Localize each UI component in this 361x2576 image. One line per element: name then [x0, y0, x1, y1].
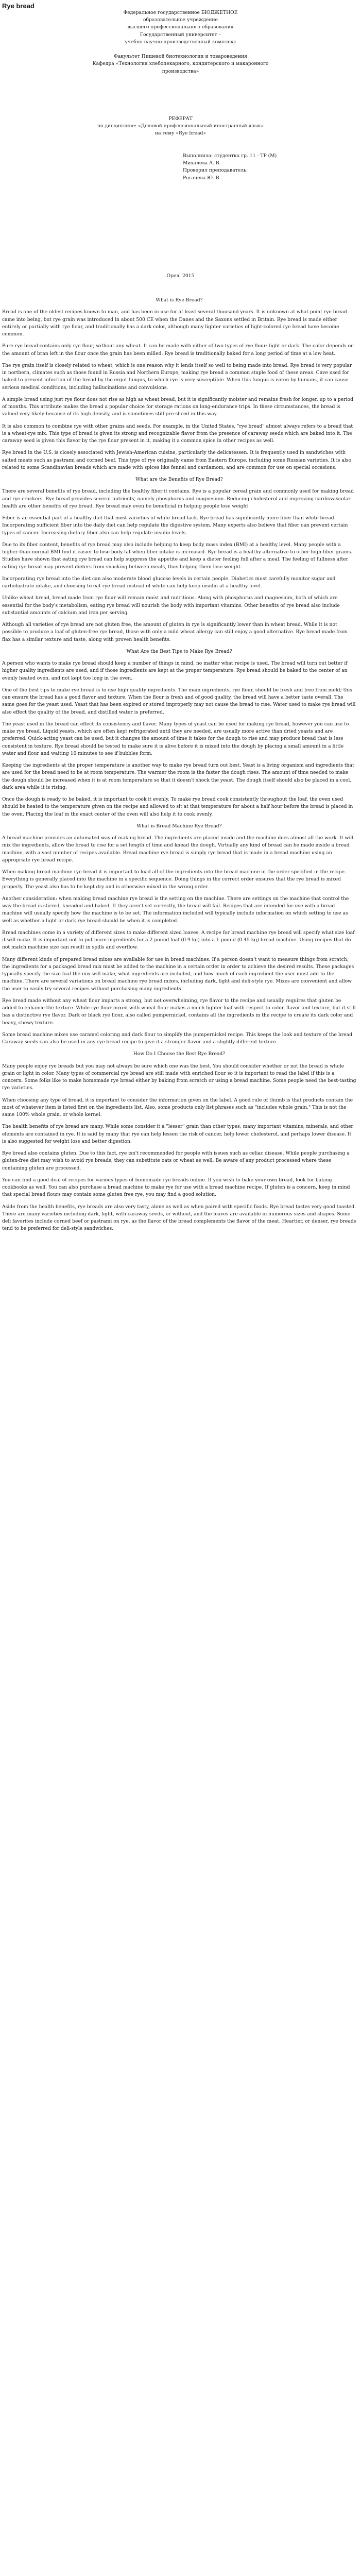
- author-line: Выполнила: студентка гр. 11 - ТР (М): [183, 153, 277, 159]
- section-choose: [2, 1050, 356, 1232]
- paragraph: Rye bread in the U.S. is closely associated with Jewish-American cuisine, particularly the delicatessen. It is frequently used in sandwiches with salted meats such as pastrami and corned beef. This type of rye originally came from Eastern Europe, including some Russian varieties. It is also related to some Scandinavian breads which are made with spices like fennel and cardamom, and are common for use on special occasions.: [2, 450, 352, 470]
- paragraph: Due to its fiber content, benefits of rye bread may also include helping to keep body mass index (BMI) at a healthy level. Many people with a higher-than-normal BMI find it easier to lose body fat when fiber intake is increased. Rye bread is a healthy alternative to other high-fiber grains. Studies have shown that eating rye bread can help suppress the appetite and keep a dieter feeling full after a meal. The feeling of fullness after eating rye bread may prevent dieters from snacking between meals, thus helping them lose weight.: [2, 541, 353, 570]
- author-block: [183, 152, 353, 182]
- institution-line: Федеральное государственное БЮДЖЕТНОЕ: [123, 10, 238, 15]
- section-bread-machine: [2, 823, 356, 1046]
- essay-discipline: по дисциплине: «Деловой профессиональный иностранный язык»: [97, 123, 264, 129]
- institution-line: высшего профессионального образования: [127, 24, 234, 30]
- paragraph: A person who wants to make rye bread should keep a number of things in mind, no matter what recipe is used. The bread will turn out better if higher quality ingredients are used, and if those ingredients are kept at the proper temperature. Rye bread should be baked to the center of an evenly heated oven, and not kept too long in the oven.: [2, 660, 348, 681]
- author-name: Михалева А. В.: [183, 160, 221, 166]
- paragraph: Many people enjoy rye breads but you may not always be sure which one was the best. You should consider whether or not the bread is whole grain or light in color. Many types of commercial rye bread are still made with enriched flour so it is important to read the label if this is a concern. Some folks like to make homemade rye bread either by baking from scratch or using a bread machine. Some people need the best-tasting rye varieties.: [2, 1063, 356, 1091]
- paragraph: It is also common to combine rye with other grains and seeds. For example, in the United States, "rye bread" almost always refers to a bread that is a wheat-rye mix. This type of bread is given its strong and recognizable flavor from the presence of caraway seeds which are baked into it. The caraway seed is given this flavor by the rye flour present in it, making it a common spice in other recipes as well.: [2, 423, 353, 444]
- faculty-line: Факультет Пищевой биотехнологии и товароведения: [114, 54, 247, 60]
- paragraph: There are several benefits of rye bread, including the healthy fiber it contains. Rye is a popular cereal grain and commonly used for making bread and rye crackers. Rye bread provides several nutrients, namely phosphorus and magnesium. Reducing cholesterol and improving cardiovascular health are other benefits of rye bread. Rye bread may even be beneficial in helping people lose weight.: [2, 488, 354, 509]
- paragraph: Another consideration: when making bread machine rye bread is the setting on the machine. There are settings on the machine that control the way the bread is stirred, kneaded and baked. If they aren't set correctly, the bread will fail. Recipes that are intended for use with a bread machine will usually specify how the machine is to be set. The information included will typically include information on which setting to use as well as whether a light or dark rye bread should be when it is completed.: [2, 895, 349, 924]
- essay-title-block: [0, 115, 361, 138]
- section-heading: What Are the Best Tips to Make Rye Bread?: [126, 648, 232, 654]
- paragraph: Pure rye bread contains only rye flour, without any wheat. It can be made with either of two types of rye flour: light or dark. The color depends on the amount of bran left in the flour once the grain has been milled. Rye bread is traditionally baked for a long period of time at a low heat.: [2, 343, 354, 357]
- section-heading: How Do I Choose the Best Rye Bread?: [133, 1051, 226, 1057]
- paragraph: One of the best tips to make rye bread is to use high quality ingredients. The main ingredients, rye flour, should be fresh and free from mold; this can ensure the bread has a good flavor and texture. When the flour is fresh and of good quality, the bread will have a better taste overall. The same goes for the yeast used. Yeast that has been expired or stored improperly may not cause the bread to rise. Water used to make rye bread will also effect the quality of the bread, and distilled water is preferred.: [2, 687, 356, 715]
- paragraph: Rye bread also contains gluten. Due to this fact, rye isn't recommended for people with issues such as celiac disease. While people purchasing a gluten-free diet may wish to avoid rye breads, they can substitute oats or wheat as well. Be aware of any product processed where these containing gluten are processed.: [2, 1150, 350, 1171]
- essay-topic: на тему «Rye bread»: [154, 130, 207, 137]
- document-title: Rye bread: [2, 2, 35, 10]
- paragraph: Bread is one of the oldest recipes known to man, and has been in use for at least several thousand years. It is unknown at what point rye bread came into being, but rye grain was introduced in about 500 CE when the Danes and the Saxons settled in Britain. Rye bread is made either entirely or partially with rye flour, and traditionally has a dark color, although many lighter varieties of light-colored rye bread have become common.: [2, 309, 347, 337]
- institution-line: Государственный университет –: [140, 31, 221, 38]
- section-heading: What is Rye Bread?: [156, 297, 203, 303]
- paragraph: The rye grain itself is closely related to wheat, which is one reason why it lends itself so well to being made into bread. Rye bread is very popular in northern, climates such as those found in Russia and Northern Europe, making rye bread a common staple food of these areas. Cave used for baked to prevent infection of the bread by the ergot fungus, to which rye is very susceptible. When this fungus is eaten by humans, it can cause serious medical conditions, including hallucinations and convulsions.: [2, 362, 352, 391]
- paragraph: Some bread machine mixes use caramel coloring and dark flour to simplify the pumpernickel recipe. This keeps the look and texture of the bread. Caraway seeds can also be used in any rye bread recipe to give it a stronger flavor and a slightly different texture.: [2, 1031, 354, 1045]
- paragraph: Bread machines come in a variety of different sizes to make different sized loaves. A recipe for bread machine rye bread will specify what size loaf it will make. It is important not to put more ingredients for a 2 pound loaf (0.9 kg) into a 1 pound (0.45 kg) bread machine. Using recipes that do not match machine size can result in spills and overflow.: [2, 929, 355, 951]
- paragraph: Although all varieties of rye bread are not gluten free, the amount of gluten in rye is significantly lower than in wheat bread. While it is not possible to produce a loaf of gluten-free rye bread, those with only a mild wheat allergy can still enjoy a good alternative. Rye bread made from flax has a similar texture and taste, along with proven health benefits.: [2, 622, 348, 642]
- paragraph: Incorporating rye bread into the diet can also moderate blood glucose levels in certain people. Diabetics must carefully monitor sugar and carbohydrate intake, and choosing to eat rye bread instead of white can help keep insulin at a healthy level.: [2, 575, 336, 589]
- institution-line: [0, 46, 361, 53]
- essay-type: РЕФЕРАТ: [168, 116, 193, 122]
- paragraph: Many different kinds of prepared bread mixes are available for use in bread machines. If a person doesn't want to measure things from scratch, the ingredients for a packaged bread mix must be added to the machine in a certain order in order to achieve the desired results. These packages typically specify the size loaf the mix will make, what ingredients are included, and how much of each ingredient the user must add to the machine. There are several variations on bread machine rye bread mixes, including dark, light and deli-style rye. Mixes are convenient and allow the user to easily try several recipes without purchasing many ingredients.: [2, 956, 354, 992]
- paragraph: Unlike wheat bread, bread made from rye flour will remain moist and nutritious. Along with phosphorus and magnesium, both of which are essential for the body's metabolism, eating rye bread will nourish the body with important vitamins. Other benefits of rye bread also include substantial amounts of calcium and iron per serving.: [2, 595, 340, 616]
- city-year: Орел, 2015: [166, 273, 195, 279]
- essay-body: [2, 297, 356, 1238]
- department-line: производства»: [162, 68, 199, 74]
- paragraph: When making bread machine rye bread it is important to load all of the ingredients into the bread machine in the order specified in the recipe. Everything is generally placed into the machine in a specific sequence. Doing things in the correct order ensures that the rye bread is mixed properly. The yeast also has to be kept dry and is otherwise mixed in the wrong order.: [2, 869, 346, 890]
- section-heading: What is Bread Machine Rye Bread?: [136, 823, 222, 829]
- section-heading: What are the Benefits of Rye Bread?: [135, 477, 223, 482]
- paragraph: Aside from the health benefits, rye breads are also very tasty, alone as well as when paired with specific foods. Rye bread tastes very good toasted. There are many varieties including dark, light, with caraway seeds, or without, and the loaves are available in numerous sizes and shapes. Some deli favorites include corned beef or pastrami on rye, as the flavor of the bread complements the flavor of the meat. Heartier, or denser, rye breads tend to be preferred for deli-style sandwiches.: [2, 1204, 356, 1232]
- paragraph: Once the dough is ready to be baked, it is important to cook it evenly. To make rye bread cook consistently throughout the loaf, the oven used should be heated to the temperature given on the recipe and allowed to sit at that temperature for about a half hour before the bread is placed in the oven. Placing the loaf in the exact center of the oven will also help it to cook evenly.: [2, 796, 353, 817]
- paragraph: You can find a good deal of recipes for various types of homemade rye breads online. If you wish to bake your own bread, look for baking cookbooks as well. You can also purchase a bread machine to make rye for use with a bread machine recipe. If gluten is a concern, keep in mind that special bread flours may contain some gluten free rye, you may find a good solution.: [2, 1177, 350, 1198]
- institution-line: учебно-научно-производственный комплекс: [125, 39, 236, 45]
- paragraph: When choosing any type of bread, it is important to consider the information given on the label. A good rule of thumb is that products contain the most of whatever item is listed first on the ingredients list. Also, some products only list phrases such as "includes whole grain." This is not the same 100% whole grain, or whole kernel.: [2, 1097, 353, 1117]
- reviewer-name: Рогачева Ю. В.: [183, 175, 221, 181]
- reviewer-line: Проверил преподаватель:: [183, 167, 248, 174]
- institution-block: [0, 9, 361, 75]
- paragraph: Rye bread made without any wheat flour imparts a strong, but not overwhelming, rye flavor to the recipe and usually requires that gluten be added to enhance the texture. While rye flour mixed with wheat flour makes a much lighter loaf with respect to color, flavor and texture, but it still has a distinctive rye flavor. Dark or black rye flour, also called pumpernickel, contains all the ingredients in the recipe to create its dark color and heavy, chewy texture.: [2, 997, 356, 1026]
- paragraph: Keeping the ingredients at the proper temperature is another way to make rye bread turn out best. Yeast is a living organism and ingredients that are used for the bread need to be at room temperature. The warmer the room is the faster the dough rises. The amount of time needed to make the dough should be increased when it is at room temperature so that it doesn't shock the yeast. The dough itself should also be placed in a cool, dark area while it is rising.: [2, 762, 354, 790]
- paragraph: A bread machine provides an automated way of making bread. The ingredients are placed inside and the machine does almost all the work. It will mix the ingredients, allow the bread to rise for a set length of time and knead the dough. Virtually any kind of bread can be made inside a bread machine, with a vast number of recipes available. Bread machine rye bread is simply rye bread that is made in a bread machine using an appropriate rye bread recipe.: [2, 835, 354, 863]
- paragraph: Fiber is an essential part of a healthy diet that most varieties of white bread lack. Rye bread has significantly more fiber than white bread. Incorporating sufficient fiber into the daily diet can help regulate the digestive system. Many experts also believe that fiber can prevent certain types of cancer. Increasing dietary fiber also can help regulate insulin levels.: [2, 515, 348, 536]
- section-tips: [2, 648, 356, 818]
- department-line: Кафедра «Технология хлебопекарного, кондитерского и макаронного: [92, 61, 269, 67]
- section-what-is: [2, 297, 356, 471]
- institution-line: образовательное учреждение: [143, 17, 218, 23]
- section-benefits: [2, 476, 356, 643]
- paragraph: A simple bread using just rye flour does not rise as high as wheat bread, but it is significantly moister and remains fresh for longer, up to a period of months. This attribute makes the bread a popular choice for storage rations on long-endurance trips. In these circumstances, the bread is valued very likely because of its high density, and is sometimes still pre-sliced in this way.: [2, 396, 353, 417]
- paragraph: The health benefits of rye bread are many. While some consider it a "lesser" grain than other types, many important vitamins, minerals, and other elements are contained in rye. It is said by many that rye can help lessen the risk of cancer, help lower cholesterol, and perhaps lower disease. It is also suggested for weight loss and better digestion.: [2, 1124, 353, 1144]
- paragraph: The yeast used in the bread can effect its consistency and flavor. Many types of yeast can be used for making rye bread, however you can use to make rye bread. Liquid yeasts, which are often kept refrigerated until they are needed, are usually more active than dried yeasts and are preferred. Quick-acting yeast can be used, but it changes the amount of time it takes for the dough to rise and may produce bread that is less consistent in texture. Rye bread should be tested to make sure it is alive before it is mixed into the dough by placing a small amount in a little water and flour and waiting 10 minutes to see if bubbles form.: [2, 721, 349, 756]
